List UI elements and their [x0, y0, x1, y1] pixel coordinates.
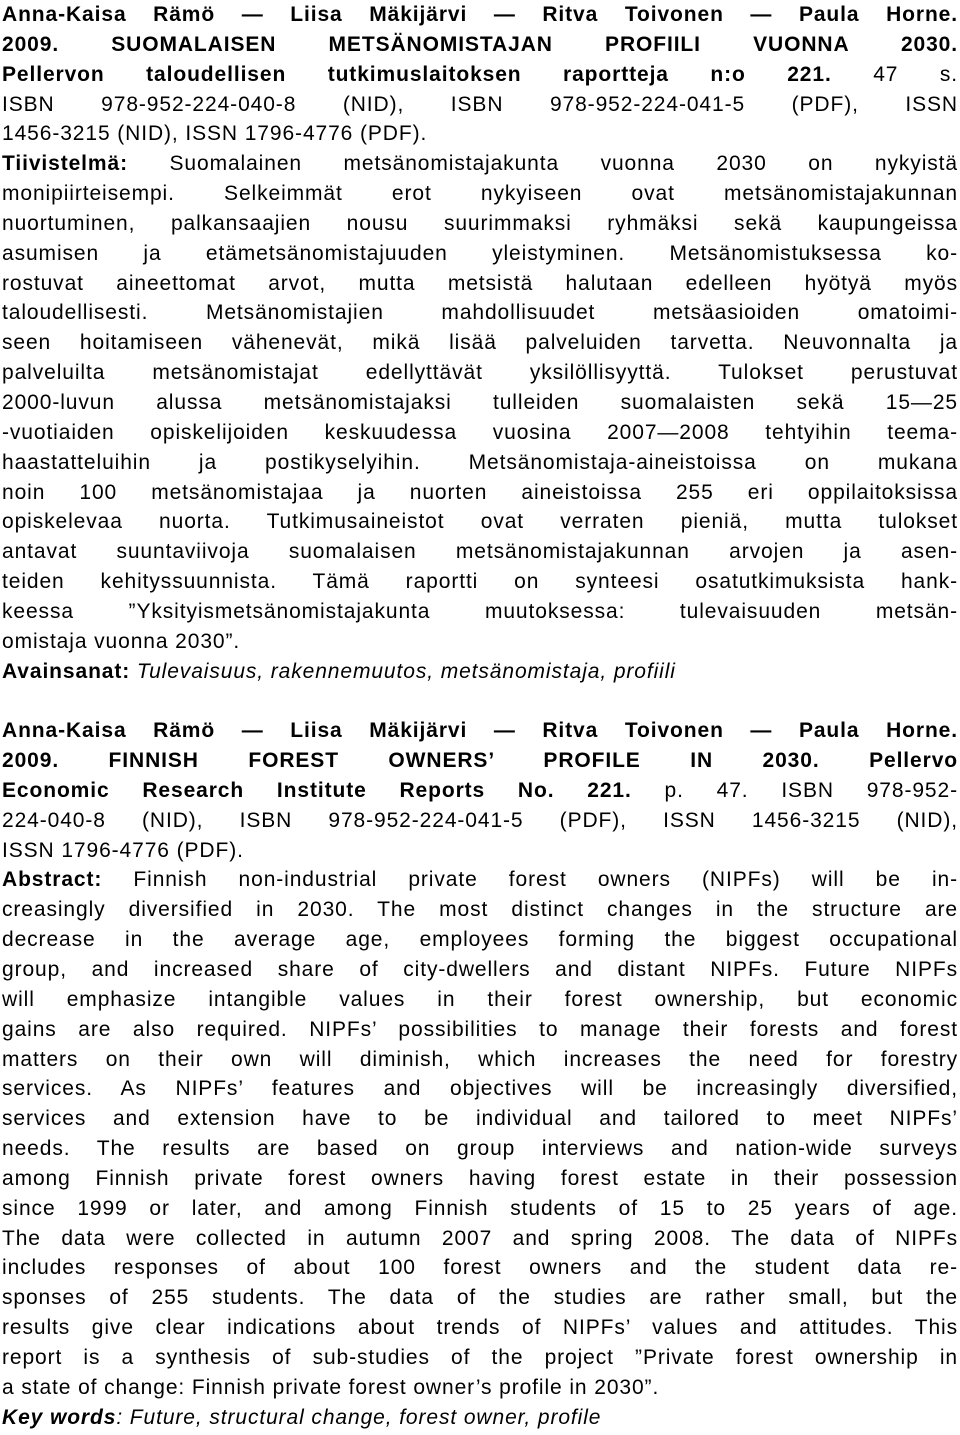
text-line [2, 358, 958, 388]
text-line [2, 716, 958, 746]
body-text: rostuvat aineettomat arvot, mutta metsistä halutaan edelleen hyötyä myös [2, 271, 958, 295]
text-line [2, 298, 958, 328]
text-line [2, 985, 958, 1015]
body-text: palveluilta metsänomistajat edellyttävät yksilöllisyyttä. Tulokset perustuvat [2, 361, 958, 385]
text-line [2, 269, 958, 299]
text-line [2, 567, 958, 597]
body-text: group, and increased share of city-dwellers and distant NIPFs. Future NIPFs [2, 958, 958, 981]
finnish-citation [2, 0, 958, 149]
body-text: sponses of 255 students. The data of the studies are rather small, but the [2, 1286, 958, 1310]
body-text: Finnish non-industrial private forest owners (NIPFs) will be in- [102, 868, 958, 892]
body-text: decrease in the average age, employees forming the biggest occupational [2, 928, 958, 952]
text-line [2, 1373, 958, 1403]
body-text: will emphasize intangible values in their forest ownership, but economic [2, 987, 958, 1011]
body-text: noin 100 metsänomistajaa ja nuorten aineistoissa 255 eri oppilaitoksissa [2, 480, 958, 504]
finnish-keywords [2, 657, 958, 687]
text-line [2, 478, 958, 508]
body-text: keessa ”Yksityismetsänomistajakunta muutoksessa: tulevaisuuden metsän- [2, 599, 958, 623]
text-line [2, 1045, 958, 1075]
text-line [2, 627, 958, 657]
text-line [2, 239, 958, 269]
italic-text: : Future, structural change, forest owner, profile [116, 1405, 602, 1429]
body-text: results give clear indications about trends of NIPFs’ values and attitudes. This [2, 1316, 958, 1340]
text-line [2, 955, 958, 985]
body-text: teiden kehityssuunnista. Tämä raportti on synteesi osatutkimuksista hank- [2, 570, 958, 594]
body-text: includes responses of about 100 forest owners and the student data re- [2, 1256, 958, 1280]
text-line [2, 1194, 958, 1224]
text-line [2, 448, 958, 478]
body-text: 2000-luvun alussa metsänomistajaksi tulleiden suomalaisten sekä 15—25 [2, 390, 958, 414]
body-text: ISSN 1796-4776 (PDF). [2, 838, 244, 862]
english-citation [2, 716, 958, 865]
text-line [2, 895, 958, 925]
english-abstract-body [2, 865, 958, 1402]
body-text: among Finnish private forest owners having forest estate in their possession [2, 1166, 958, 1190]
body-text: creasingly diversified in 2030. The most distinct changes in the structure are [2, 898, 958, 922]
text-line [2, 0, 958, 30]
body-text: needs. The results are based on group interviews and nation-wide surveys [2, 1137, 958, 1161]
text-line [2, 388, 958, 418]
body-text: since 1999 or later, and among Finnish students of 15 to 25 years of age. [2, 1196, 958, 1220]
text-line [2, 865, 958, 895]
body-text: p. 47. ISBN 978-952- [631, 778, 958, 802]
text-line [2, 418, 958, 448]
text-line [2, 507, 958, 537]
body-text: -vuotiaiden opiskelijoiden keskuudessa vuosina 2007—2008 tehtyihin teema- [2, 420, 958, 444]
text-line [2, 1253, 958, 1283]
body-text: monipiirteisempi. Selkeimmät erot nykyiseen ovat metsänomistajakunnan [2, 182, 958, 206]
english-abstract-section [2, 716, 958, 1432]
bold-text: Anna-Kaisa Rämö — Liisa Mäkijärvi — Ritva Toivonen — Paula Horne. [2, 3, 958, 26]
text-line [2, 119, 958, 149]
text-line [2, 925, 958, 955]
italic-text: Tulevaisuus, rakennemuutos, metsänomistaja, profiili [130, 659, 676, 683]
text-line [2, 1313, 958, 1343]
body-text: 1456-3215 (NID), ISSN 1796-4776 (PDF). [2, 122, 428, 146]
bold-text: Key words [2, 1405, 117, 1429]
text-line [2, 657, 958, 687]
text-line [2, 1164, 958, 1194]
text-line [2, 836, 958, 866]
text-line [2, 806, 958, 836]
text-line [2, 209, 958, 239]
body-text: services. As NIPFs’ features and objectives will be increasingly diversified, [2, 1077, 958, 1101]
text-line [2, 328, 958, 358]
bold-text: Abstract: [2, 868, 103, 892]
text-line [2, 1074, 958, 1104]
text-line [2, 597, 958, 627]
text-line [2, 1104, 958, 1134]
body-text: matters on their own will diminish, which increases the need for forestry [2, 1047, 958, 1071]
text-line [2, 1224, 958, 1254]
text-line [2, 537, 958, 567]
body-text: 47 s. [831, 62, 958, 86]
body-text: Suomalainen metsänomistajakunta vuonna 2030 on nykyistä [127, 152, 958, 176]
body-text: report is a synthesis of sub-studies of the project ”Private forest ownership in [2, 1345, 958, 1369]
bold-text: Economic Research Institute Reports No. 221. [2, 778, 632, 802]
text-line [2, 90, 958, 120]
body-text: services and extension have to be individual and tailored to meet NIPFs’ [2, 1107, 958, 1131]
body-text: The data were collected in autumn 2007 and spring 2008. The data of NIPFs [2, 1226, 958, 1250]
body-text: seen hoitamiseen vähenevät, mikä lisää palveluiden tarvetta. Neuvonnalta ja [2, 331, 958, 355]
text-line [2, 1283, 958, 1313]
bold-text: Avainsanat: [2, 659, 131, 683]
body-text: nuortuminen, palkansaajien nousu suurimmaksi ryhmäksi sekä kaupungeissa [2, 211, 958, 235]
body-text: taloudellisesti. Metsänomistajien mahdollisuudet metsäasioiden omatoimi- [2, 301, 958, 325]
bold-text: Anna-Kaisa Rämö — Liisa Mäkijärvi — Ritva Toivonen — Paula Horne. [2, 719, 958, 743]
body-text: gains are also required. NIPFs’ possibilities to manage their forests and forest [2, 1017, 958, 1041]
text-line [2, 1343, 958, 1373]
text-line [2, 1403, 958, 1433]
bold-text: 2009. FINNISH FOREST OWNERS’ PROFILE IN 2030. Pellervo [2, 749, 958, 773]
text-line [2, 149, 958, 179]
english-keywords [2, 1403, 958, 1433]
text-line [2, 179, 958, 209]
finnish-abstract-section [2, 0, 958, 686]
finnish-abstract-body [2, 149, 958, 656]
body-text: antavat suuntaviivoja suomalaisen metsänomistajakunnan arvojen ja asen- [2, 540, 958, 564]
body-text: opiskelevaa nuorta. Tutkimusaineistot ovat verraten pieniä, mutta tulokset [2, 510, 958, 534]
bold-text: Tiivistelmä: [2, 152, 128, 176]
text-line [2, 60, 958, 90]
body-text: omistaja vuonna 2030”. [2, 629, 241, 653]
text-line [2, 30, 958, 60]
body-text: 224-040-8 (NID), ISBN 978-952-224-041-5 (PDF), ISSN 1456-3215 (NID), [2, 808, 958, 832]
text-line [2, 1134, 958, 1164]
body-text: ISBN 978-952-224-040-8 (NID), ISBN 978-952-224-041-5 (PDF), ISSN [2, 92, 958, 116]
body-text: a state of change: Finnish private forest owner’s profile in 2030”. [2, 1375, 660, 1399]
bold-text: 2009. SUOMALAISEN METSÄNOMISTAJAN PROFIILI VUONNA 2030. [2, 32, 958, 56]
body-text: haastatteluihin ja postikyselyihin. Metsänomistaja-aineistoissa on mukana [2, 450, 958, 474]
bold-text: Pellervon taloudellisen tutkimuslaitoksen raportteja n:o 221. [2, 62, 832, 86]
body-text: asumisen ja etämetsänomistajuuden yleistyminen. Metsänomistuksessa ko- [2, 241, 958, 265]
text-line [2, 746, 958, 776]
text-line [2, 776, 958, 806]
text-line [2, 1015, 958, 1045]
